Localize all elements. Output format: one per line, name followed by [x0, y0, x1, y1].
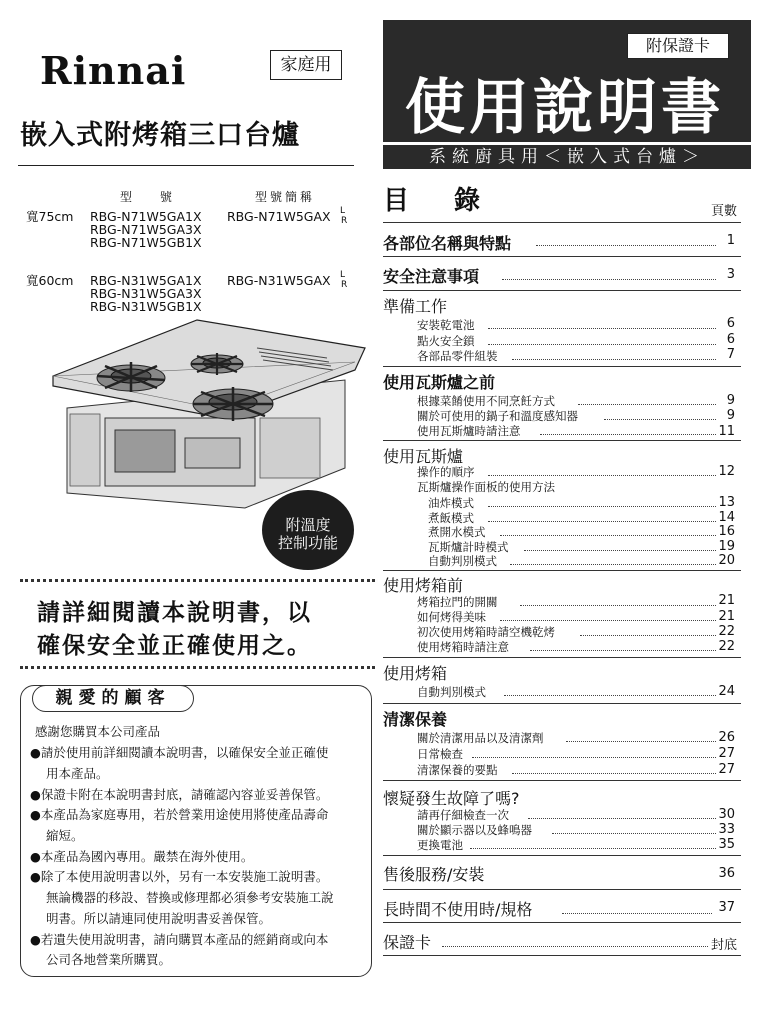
toc-item[interactable]: 根據菜餚使用不同烹飪方式: [417, 394, 555, 408]
toc-page: 36: [718, 866, 735, 881]
model-number: RBG-N31W5GB1X: [90, 299, 202, 314]
toc-section[interactable]: 售後服務/安裝: [383, 865, 485, 884]
toc-leader: [510, 564, 716, 565]
toc-page: 9: [726, 408, 735, 423]
toc-page: 30: [718, 807, 735, 822]
burner-icon: [191, 353, 243, 375]
toc-section[interactable]: 懷疑發生故障了嗎?: [383, 789, 520, 808]
reading-notice: 請詳細閱讀本說明書，以: [37, 600, 312, 626]
temperature-control-badge: [262, 490, 354, 570]
notice-item-cont: 明書。所以請連同使用說明書妥善保管。: [46, 911, 272, 926]
notice-item: ●保證卡附在本說明書封底，請確認內容並妥善保管。: [30, 787, 329, 802]
notice-item: ●本產品為國內專用。嚴禁在海外使用。: [30, 849, 254, 864]
badge-line: 附溫度: [285, 516, 331, 534]
toc-leader: [552, 833, 716, 834]
width-label: 寬75cm: [26, 209, 74, 224]
toc-divider: [383, 440, 741, 441]
toc-leader: [488, 506, 716, 507]
toc-leader: [488, 475, 716, 476]
toc-item[interactable]: 初次使用烤箱時請空機乾烤: [417, 625, 555, 639]
toc-section[interactable]: 長時間不使用時/規格: [383, 900, 533, 919]
toc-leader: [442, 946, 708, 947]
toc-section[interactable]: 安全注意事項: [383, 267, 480, 286]
toc-page: 22: [718, 624, 735, 639]
toc-leader: [566, 741, 716, 742]
notice-item: ●請於使用前詳細閱讀本說明書，以確保安全並正確使: [30, 745, 329, 760]
toc-item[interactable]: 煮飯模式: [428, 511, 474, 525]
model-short-sup: L: [340, 270, 346, 280]
toc-section[interactable]: 保證卡: [383, 933, 432, 952]
toc-leader: [502, 279, 716, 280]
dotted-divider: [20, 666, 375, 669]
product-name: 嵌入式附烤箱三口台爐: [20, 120, 300, 151]
customer-notice-title: 親愛的顧客: [32, 685, 194, 712]
toc-leader: [540, 434, 716, 435]
toc-page: 3: [726, 267, 735, 282]
toc-leader: [512, 773, 716, 774]
toc-divider: [383, 703, 741, 704]
toc-page: 26: [718, 730, 735, 745]
toc-divider: [383, 922, 741, 923]
toc-section[interactable]: 使用烤箱前: [383, 576, 464, 595]
reading-notice: 確保安全並正確使用之。: [37, 633, 312, 659]
toc-leader: [470, 848, 716, 849]
toc-page: 封底: [711, 938, 738, 953]
notice-item: ●除了本使用說明書以外，另有一本安裝施工說明書。: [30, 869, 329, 884]
toc-page: 20: [718, 553, 735, 568]
toc-title: 目 錄: [383, 186, 499, 216]
notice-item-cont: 公司各地營業所購買。: [46, 952, 172, 967]
model-number: RBG-N71W5GA3X: [90, 222, 202, 237]
toc-item[interactable]: 各部品零件組裝: [417, 349, 498, 363]
toc-leader: [580, 635, 716, 636]
toc-section[interactable]: 清潔保養: [383, 710, 448, 729]
toc-page: 37: [718, 900, 735, 915]
divider: [18, 165, 354, 166]
toc-item[interactable]: 日常檢查: [417, 747, 463, 761]
toc-page: 21: [718, 609, 735, 624]
toc-page: 33: [718, 822, 735, 837]
toc-page: 22: [718, 639, 735, 654]
toc-item[interactable]: 更換電池: [417, 838, 463, 852]
toc-item[interactable]: 使用瓦斯爐時請注意: [417, 424, 521, 438]
brand-logo: Rinnai: [40, 48, 187, 93]
toc-divider: [383, 955, 741, 956]
toc-page: 16: [718, 524, 735, 539]
model-short: RBG-N31W5GAX: [227, 273, 331, 288]
toc-item[interactable]: 如何烤得美味: [417, 610, 486, 624]
toc-divider: [383, 222, 741, 223]
toc-divider: [383, 366, 741, 367]
toc-divider: [383, 290, 741, 291]
toc-leader: [604, 419, 716, 420]
toc-leader: [520, 605, 716, 606]
toc-item[interactable]: 安裝乾電池: [417, 318, 475, 332]
model-col-header: 型 號: [120, 190, 184, 204]
toc-item[interactable]: 關於可使用的鍋子和溫度感知器: [417, 409, 578, 423]
toc-leader: [512, 359, 716, 360]
toc-page: 14: [718, 510, 735, 525]
toc-item[interactable]: 自動判別模式: [417, 685, 486, 699]
badge-line: 控制功能: [277, 534, 338, 552]
toc-item[interactable]: 烤箱拉門的開關: [417, 595, 498, 609]
toc-item[interactable]: 請再仔細檢查一次: [417, 808, 509, 822]
toc-page: 7: [726, 347, 735, 362]
toc-item[interactable]: 操作的順序: [417, 465, 475, 479]
toc-leader: [504, 695, 716, 696]
toc-item[interactable]: 瓦斯爐操作面板的使用方法: [417, 480, 555, 494]
toc-page: 27: [718, 746, 735, 761]
toc-page: 11: [718, 424, 735, 439]
warranty-tag: 附保證卡: [627, 33, 729, 59]
toc-item[interactable]: 點火安全鎖: [417, 334, 475, 348]
toc-page: 6: [726, 316, 735, 331]
notice-item: ●本產品為家庭專用，若於營業用途使用將使產品壽命: [30, 807, 329, 822]
toc-leader: [472, 757, 716, 758]
toc-item[interactable]: 瓦斯爐計時模式: [428, 540, 509, 554]
toc-page: 6: [726, 332, 735, 347]
toc-leader: [528, 818, 716, 819]
model-number: RBG-N71W5GA1X: [90, 209, 202, 224]
toc-page: 1: [726, 233, 735, 248]
toc-page: 13: [718, 495, 735, 510]
manual-title: 使用說明書: [405, 73, 725, 143]
toc-divider: [383, 570, 741, 571]
notice-item: ●若遺失使用說明書，請向購買本產品的經銷商或向本: [30, 932, 329, 947]
toc-item[interactable]: 油炸模式: [428, 496, 474, 510]
toc-section[interactable]: 使用烤箱: [383, 664, 448, 683]
toc-page: 19: [718, 539, 735, 554]
toc-page: 21: [718, 593, 735, 608]
model-short-sub: R: [341, 280, 348, 290]
model-short: RBG-N71W5GAX: [227, 209, 331, 224]
toc-leader: [530, 650, 716, 651]
toc-divider: [383, 889, 741, 890]
toc-item[interactable]: 關於顯示器以及蜂鳴器: [417, 823, 532, 837]
toc-leader: [488, 344, 716, 345]
toc-section[interactable]: 使用瓦斯爐: [383, 447, 464, 466]
dotted-divider: [20, 579, 375, 582]
toc-divider: [383, 657, 741, 658]
toc-leader: [562, 913, 712, 914]
width-label: 寬60cm: [26, 273, 74, 288]
home-use-tag: 家庭用: [270, 50, 342, 80]
customer-intro: 感謝您購買本公司產品: [35, 724, 161, 739]
toc-page: 12: [718, 464, 735, 479]
toc-leader: [536, 245, 716, 246]
toc-page: 35: [718, 837, 735, 852]
toc-leader: [488, 328, 716, 329]
burner-icon: [97, 362, 165, 392]
model-number: RBG-N31W5GA1X: [90, 273, 202, 288]
toc-leader: [524, 550, 716, 551]
toc-item[interactable]: 使用烤箱時請注意: [417, 640, 509, 654]
toc-page: 9: [726, 393, 735, 408]
model-number: RBG-N31W5GA3X: [90, 286, 202, 301]
toc-leader: [488, 521, 716, 522]
notice-item-cont: 縮短。: [46, 828, 84, 843]
toc-item[interactable]: 自動判別模式: [428, 554, 497, 568]
toc-leader: [500, 535, 716, 536]
model-short-sup: L: [340, 206, 346, 216]
toc-page: 24: [718, 684, 735, 699]
toc-leader: [500, 620, 716, 621]
toc-divider: [383, 256, 741, 257]
toc-leader: [578, 404, 716, 405]
model-short-sub: R: [341, 216, 348, 226]
toc-section[interactable]: 準備工作: [383, 297, 448, 316]
toc-section[interactable]: 各部位名稱與特點: [383, 234, 512, 253]
model-number: RBG-N71W5GB1X: [90, 235, 202, 250]
toc-item[interactable]: 關於清潔用品以及清潔劑: [417, 731, 544, 745]
notice-item-cont: 無論機器的移設、替換或修理都必須參考安裝施工說: [46, 890, 334, 905]
notice-item-cont: 用本產品。: [46, 766, 109, 781]
toc-page: 27: [718, 762, 735, 777]
toc-divider: [383, 780, 741, 781]
series-bar: 系統廚具用＜嵌入式台爐＞: [383, 145, 751, 169]
toc-item[interactable]: 清潔保養的要點: [417, 763, 498, 777]
toc-page-label: 頁數: [711, 204, 738, 219]
toc-section[interactable]: 使用瓦斯爐之前: [383, 373, 496, 392]
model-short-col-header: 型號簡稱: [255, 190, 316, 204]
toc-item[interactable]: 煮開水模式: [428, 525, 486, 539]
toc-divider: [383, 855, 741, 856]
